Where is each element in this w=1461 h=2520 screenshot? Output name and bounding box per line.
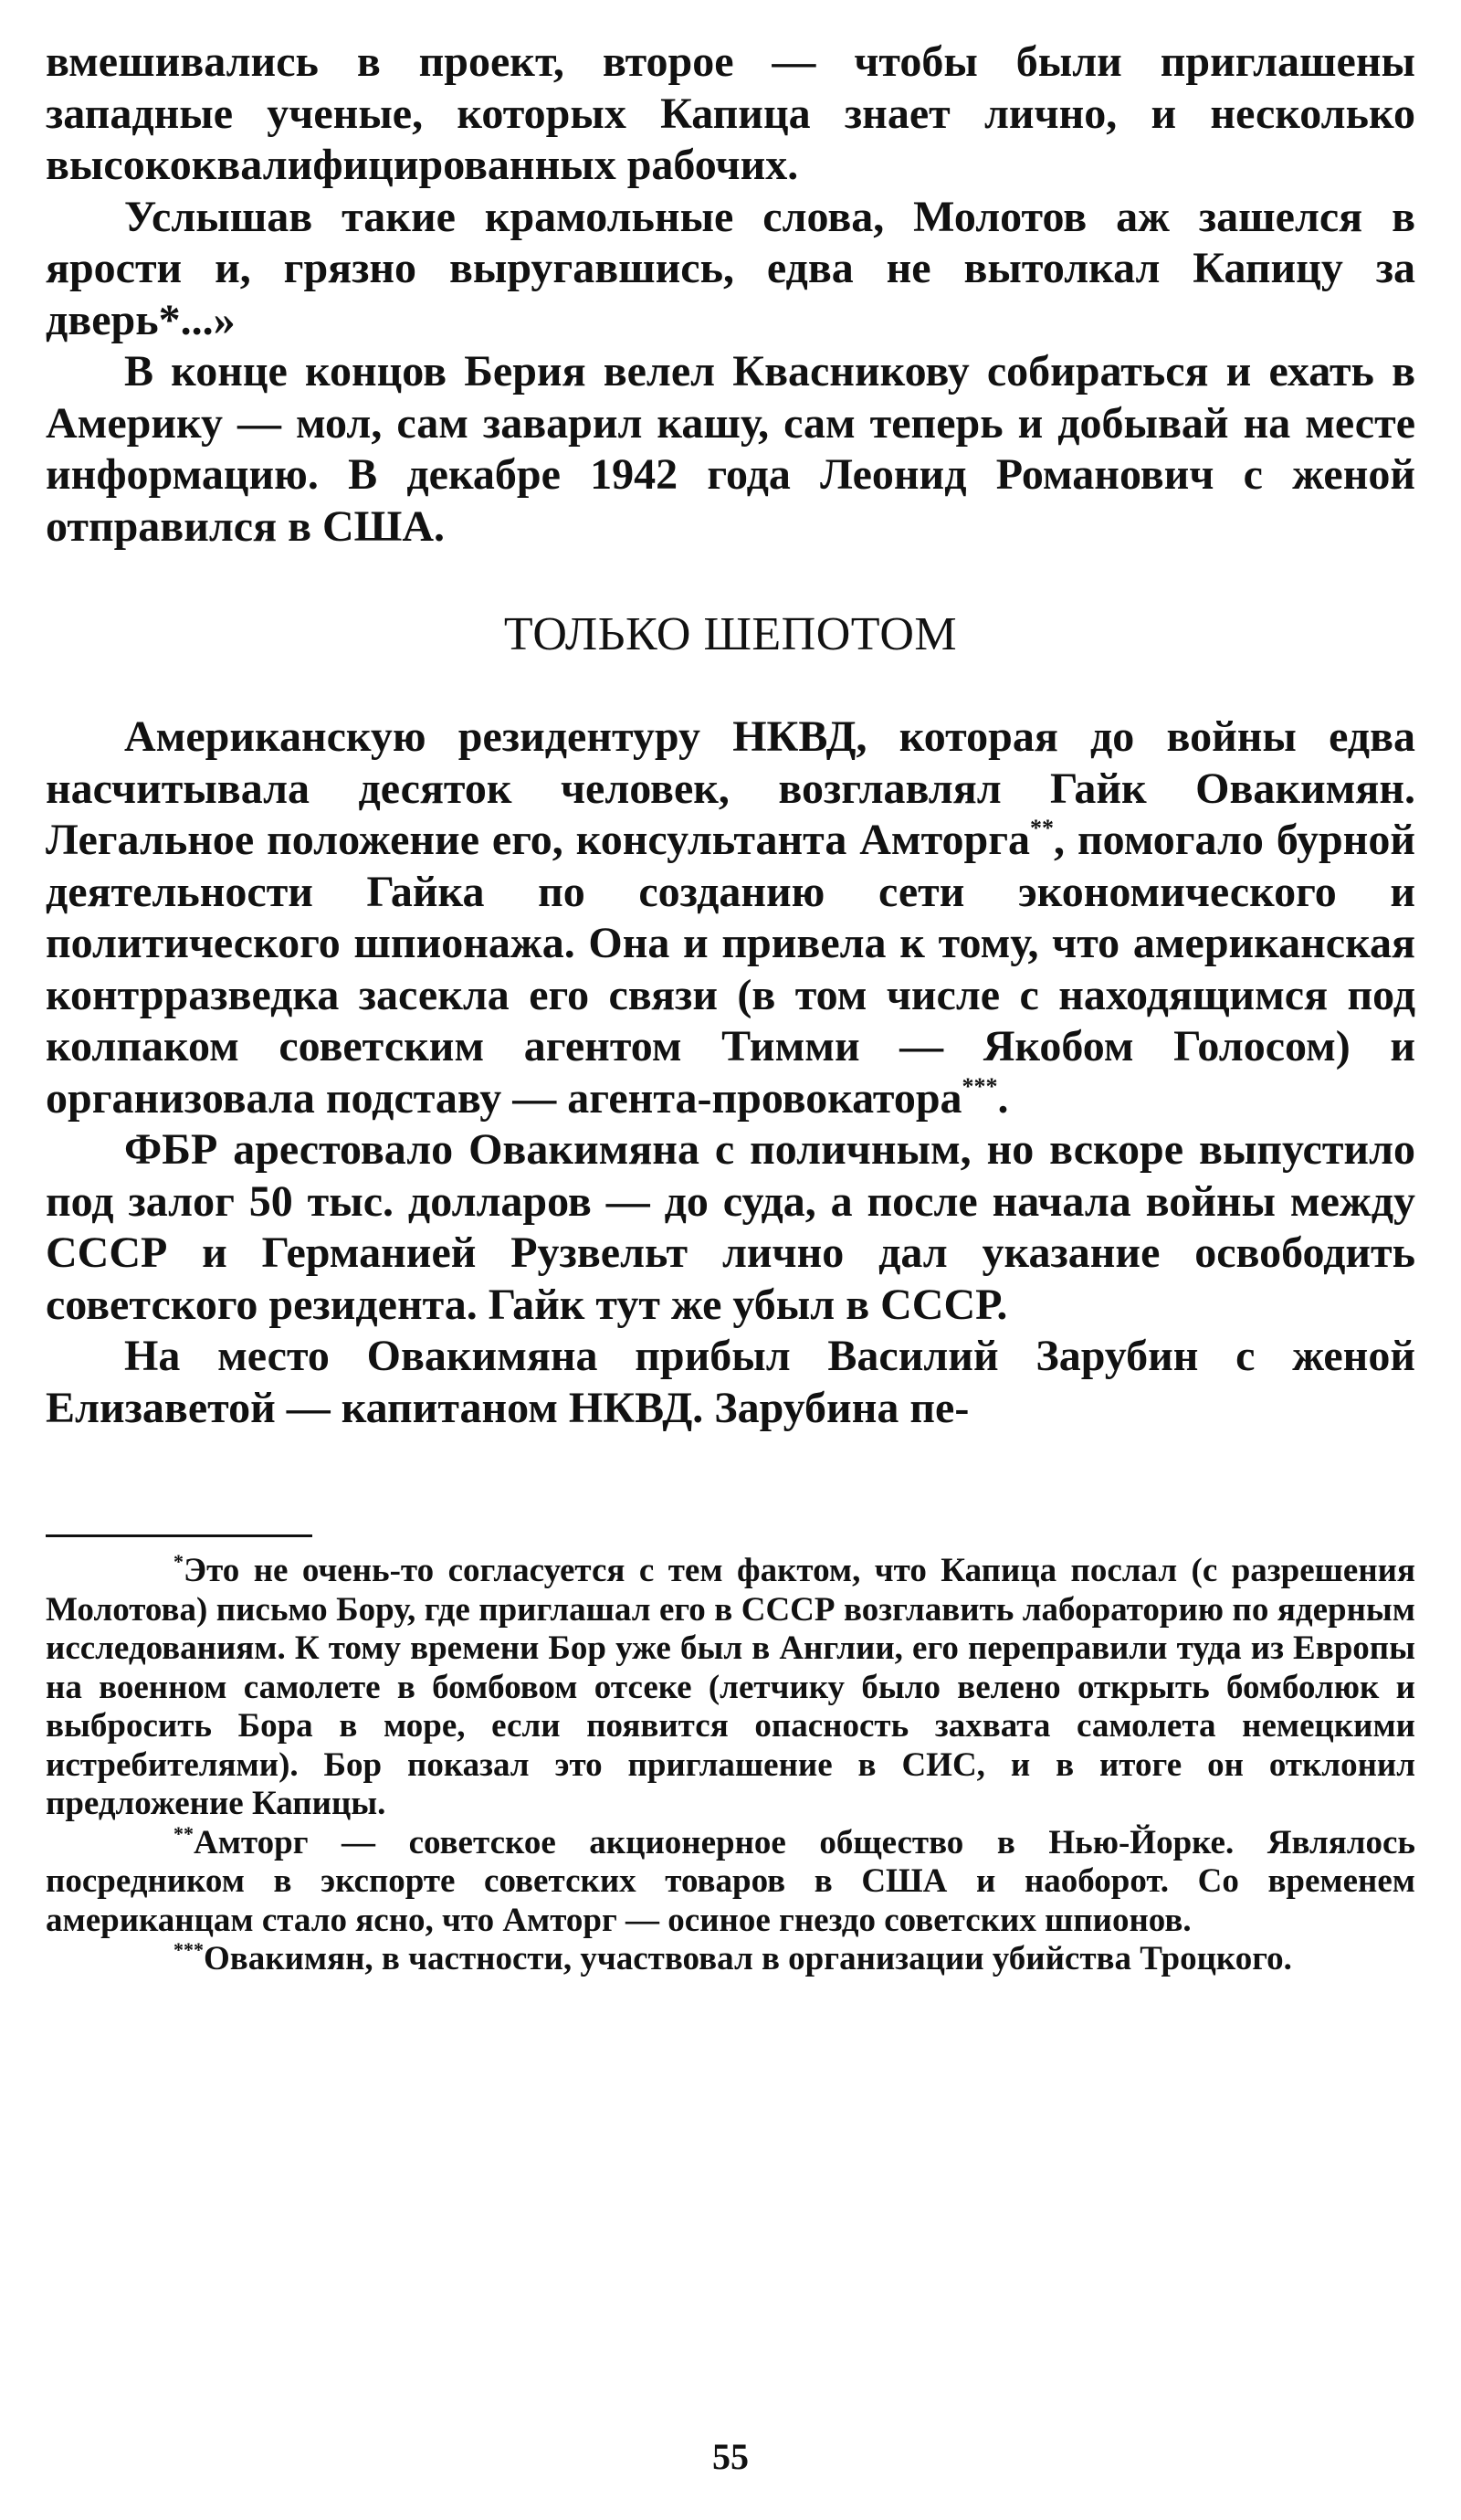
- section-heading: ТОЛЬКО ШЕПОТОМ: [503, 608, 958, 660]
- paragraph-molotov: Услышав такие крамольные слова, Молотов аж зашелся в ярости и, грязно выругавшись, едва не вытолкал Капицу за дверь*...»: [46, 192, 1415, 344]
- amtorg-text-middle: , помогало бурной деятельности Гайка по созданию сети экономического и политического шпионажа. Она и привела к тому, что американская контрразведка засекла его связи (в том числе с находящимся под колпаком советским агентом Тимми — Якобом Голосом) и организовала подставу — агента-провокатора: [46, 816, 1415, 1123]
- footnote-3-text: Овакимян, в частности, участвовал в организации убийства Троцкого.: [204, 1940, 1292, 1977]
- main-text: [46, 37, 1415, 1434]
- book-page: [46, 37, 1415, 1979]
- paragraph-continued: вмешивались в проект, второе — чтобы были приглашены западные ученые, которых Капица знает лично, и несколько высококвалифицированных рабочих.: [46, 37, 1415, 189]
- footnote-divider: [46, 1534, 312, 1537]
- footnotes: [46, 1552, 1415, 1979]
- paragraph-beria: В конце концов Берия велел Квасникову собираться и ехать в Америку — мол, сам заварил кашу, сам теперь и добывай на месте информацию. В декабре 1942 года Леонид Романович с женой отправился в США.: [46, 347, 1415, 551]
- page-number: 55: [712, 2436, 749, 2477]
- footnote-mark-3: ***: [962, 1072, 998, 1100]
- paragraph-amtorg: [46, 712, 1415, 1124]
- paragraph-zarubin: На место Овакимяна прибыл Василий Зарубин с женой Елизаветой — капитаном НКВД. Зарубина пе-: [46, 1332, 1415, 1432]
- amtorg-text-end: .: [997, 1073, 1009, 1123]
- footnote-3-mark: ***: [173, 1938, 204, 1961]
- footnote-1-text: Это не очень-то согласуется с тем фактом, что Капица послал (с разрешения Молотова) письмо Бору, где приглашал его в СССР возглавить лабораторию по ядерным исследованиям. К тому времени Бор уже был в Англии, его переправили туда из Европы на военном самолете в бомбовом отсеке (летчику было велено открыть бомболюк и выбросить Бора в море, если появится опасность захвата самолета немецкими истребителями). Бор показал это приглашение в СИС, и в итоге он отклонил предложение Капицы.: [46, 1552, 1415, 1822]
- footnote-2-text: Амторг — советское акционерное общество в Нью-Йорке. Являлось посредником в экспорте советских товаров в США и наоборот. Со временем американцам стало ясно, что Амторг — осиное гнездо советских шпионов.: [46, 1823, 1415, 1939]
- footnote-2-mark: **: [173, 1821, 194, 1845]
- footnote-2: [46, 1821, 1415, 1941]
- paragraph-fbi: ФБР арестовало Овакимяна с поличным, но вскоре выпустило под залог 50 тыс. долларов — до суда, а после начала войны между СССР и Германией Рузвельт лично дал указание освободить советского резидента. Гайк тут же убыл в СССР.: [46, 1125, 1415, 1329]
- amtorg-text-start: Американскую резидентуру НКВД, которая до войны едва насчитывала десяток человек, возглавлял Гайк Овакимян. Легальное положение его, консультанта Амторга: [46, 712, 1415, 864]
- footnote-1: [46, 1552, 1415, 1824]
- footnote-3: [46, 1940, 1415, 1979]
- footnote-1-mark: *: [173, 1550, 184, 1573]
- footnote-mark-2: **: [1030, 815, 1055, 841]
